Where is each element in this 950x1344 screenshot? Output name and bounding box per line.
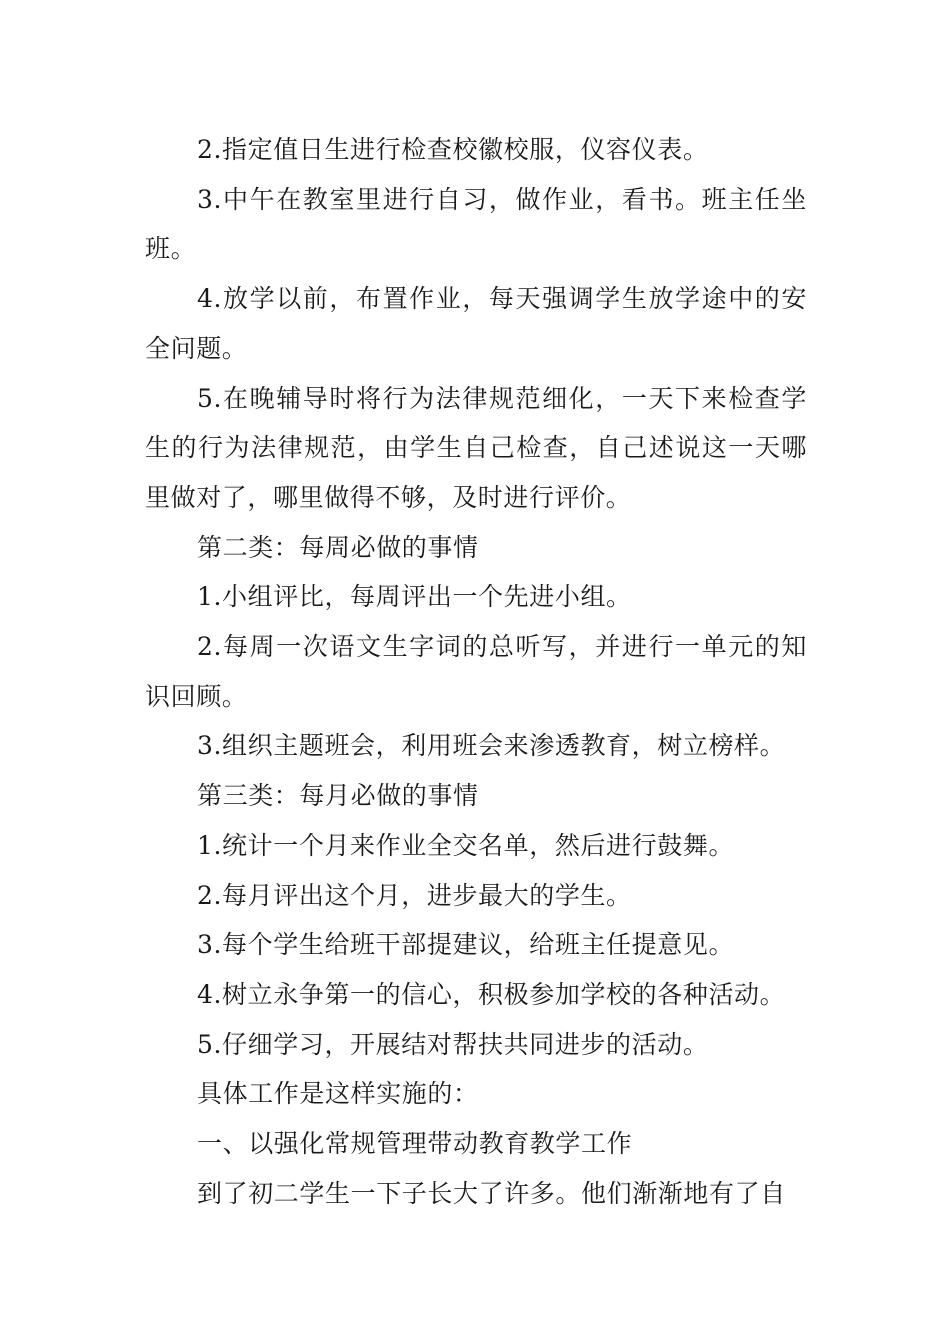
paragraph-monthly-item-3: 3.每个学生给班干部提建议，给班主任提意见。 xyxy=(197,930,735,960)
paragraph-weekly-item-2: 2.每周一次语文生字词的总听写，并进行一单元的知识回顾。 xyxy=(145,632,807,711)
paragraph-monthly-item-5: 5.仔细学习，开展结对帮扶共同进步的活动。 xyxy=(197,1029,709,1059)
section-heading-weekly: 第二类：每周必做的事情 xyxy=(197,532,479,562)
paragraph-monthly-item-1: 1.统计一个月来作业全交名单，然后进行鼓舞。 xyxy=(197,830,735,860)
paragraph-implementation-intro: 具体工作是这样实施的： xyxy=(197,1079,479,1109)
paragraph-weekly-item-3: 3.组织主题班会，利用班会来渗透教育，树立榜样。 xyxy=(197,731,786,761)
paragraph-monthly-item-4: 4.树立永争第一的信心，积极参加学校的各种活动。 xyxy=(197,979,786,1009)
paragraph-daily-item-5: 5.在晚辅导时将行为法律规范细化，一天下来检查学生的行为法律规范，由学生自己检查，自己述说这一天哪里做对了，哪里做得不够，及时进行评价。 xyxy=(145,383,807,512)
document-body xyxy=(145,125,807,1218)
paragraph-daily-item-4: 4.放学以前，布置作业，每天强调学生放学途中的安全问题。 xyxy=(145,284,807,363)
section-heading-monthly: 第三类：每月必做的事情 xyxy=(197,781,479,811)
paragraph-monthly-item-2: 2.每月评出这个月，进步最大的学生。 xyxy=(197,880,632,910)
paragraph-weekly-item-1: 1.小组评比，每周评出一个先进小组。 xyxy=(197,582,632,612)
paragraph-daily-item-3: 3.中午在教室里进行自习，做作业，看书。班主任坐班。 xyxy=(145,184,807,264)
paragraph-body-text: 到了初二学生一下子长大了许多。他们渐渐地有了自 xyxy=(197,1178,786,1208)
section-heading-part-one: 一、以强化常规管理带动教育教学工作 xyxy=(197,1129,633,1159)
paragraph-daily-item-2: 2.指定值日生进行检查校徽校服，仪容仪表。 xyxy=(197,135,709,164)
